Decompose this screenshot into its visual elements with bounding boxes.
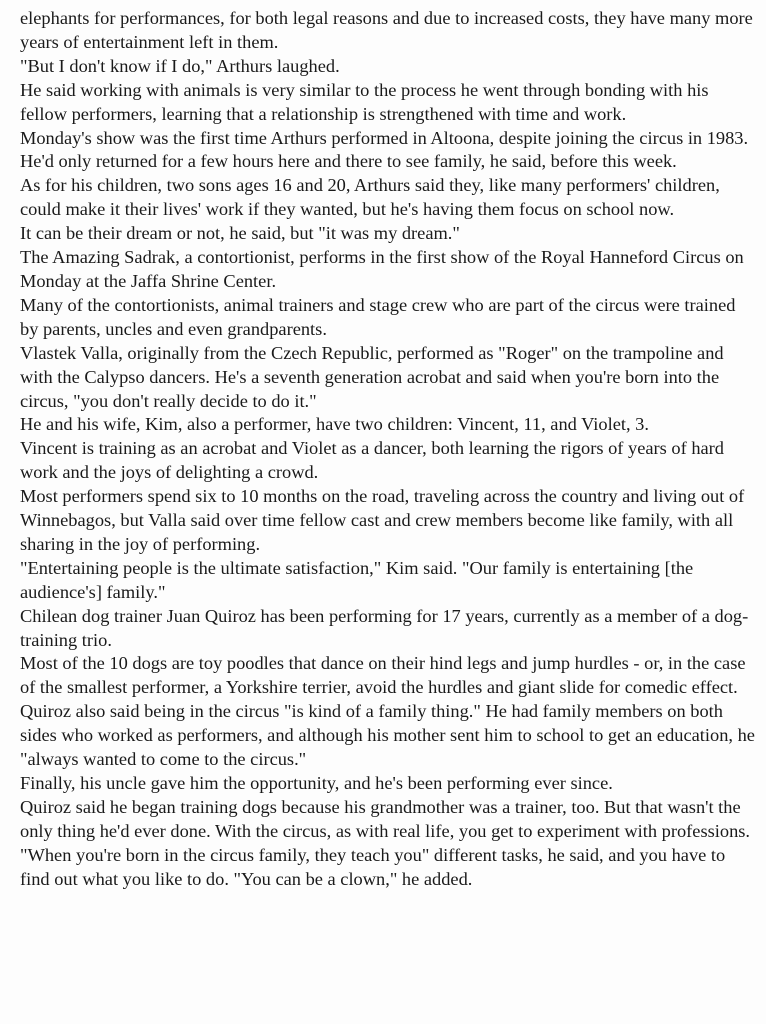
paragraph-vlastek-valla: Vlastek Valla, originally from the Czech Republic, performed as "Roger" on the trampoline and with the Calypso dancers. He's a seventh generation acrobat and said when you're born into the circus, "you don't really decide to do it."	[20, 342, 724, 411]
paragraph-wife-kim: He and his wife, Kim, also a performer, have two children: Vincent, 11, and Violet, 3.	[20, 414, 649, 435]
paragraph-amazing-sadrak: The Amazing Sadrak, a contortionist, performs in the first show of the Royal Hanneford Circus on Monday at the Jaffa Shrine Center.	[20, 247, 744, 291]
paragraph-juan-quiroz: Chilean dog trainer Juan Quiroz has been performing for 17 years, currently as a member of a dog-training trio.	[20, 605, 749, 650]
paragraph-circus-family: "When you're born in the circus family, they teach you" different tasks, he said, and you have to find out what you like to do. "You can be a clown," he added.	[20, 844, 726, 889]
article-body	[20, 7, 758, 892]
paragraph-family-thing: Quiroz also said being in the circus "is kind of a family thing." He had family members on both sides who worked as performers, and although his mother sent him to school to get an education, he "always wanted to come to the circus."	[20, 701, 755, 770]
paragraph-dream: It can be their dream or not, he said, but "it was my dream."	[20, 223, 460, 244]
paragraph-mondays-show: Monday's show was the first time Arthurs performed in Altoona, despite joining the circus in 1983. He'd only returned for a few hours here and there to see family, he said, before this week.	[20, 127, 749, 172]
paragraph-training-dogs: Quiroz said he began training dogs because his grandmother was a trainer, too. But that wasn't the only thing he'd ever done. With the circus, as with real life, you get to experiment with professions.	[20, 796, 751, 841]
paragraph-working-with-animals: He said working with animals is very similar to the process he went through bonding with his fellow performers, learning that a relationship is strengthened with time and work.	[20, 79, 709, 124]
paragraph-uncle-opportunity: Finally, his uncle gave him the opportunity, and he's been performing ever since.	[20, 773, 613, 793]
paragraph-children: As for his children, two sons ages 16 and 20, Arthurs said they, like many performers' children, could make it their lives' work if they wanted, but he's having them focus on school now.	[20, 175, 720, 220]
paragraph-toy-poodles: Most of the 10 dogs are toy poodles that dance on their hind legs and jump hurdles - or, in the case of the smallest performer, a Yorkshire terrier, avoid the hurdles and giant slide for comedic effect.	[20, 653, 746, 698]
paragraph-elephants: elephants for performances, for both legal reasons and due to increased costs, they have many more years of entertainment left in them.	[20, 8, 753, 52]
paragraph-arthurs-laughed: "But I don't know if I do," Arthurs laughed.	[20, 55, 340, 76]
paragraph-entertaining-quote: "Entertaining people is the ultimate satisfaction," Kim said. "Our family is entertaining [the audience's] family."	[20, 557, 694, 602]
paragraph-contortionists: Many of the contortionists, animal trainers and stage crew who are part of the circus were trained by parents, uncles and even grandparents.	[20, 294, 736, 339]
paragraph-performers-on-road: Most performers spend six to 10 months on the road, traveling across the country and living out of Winnebagos, but Valla said over time fellow cast and crew members become like family, with all sharing in the joy of performing.	[20, 486, 745, 554]
paragraph-vincent-training: Vincent is training as an acrobat and Violet as a dancer, both learning the rigors of years of hard work and the joys of delighting a crowd.	[20, 438, 724, 483]
